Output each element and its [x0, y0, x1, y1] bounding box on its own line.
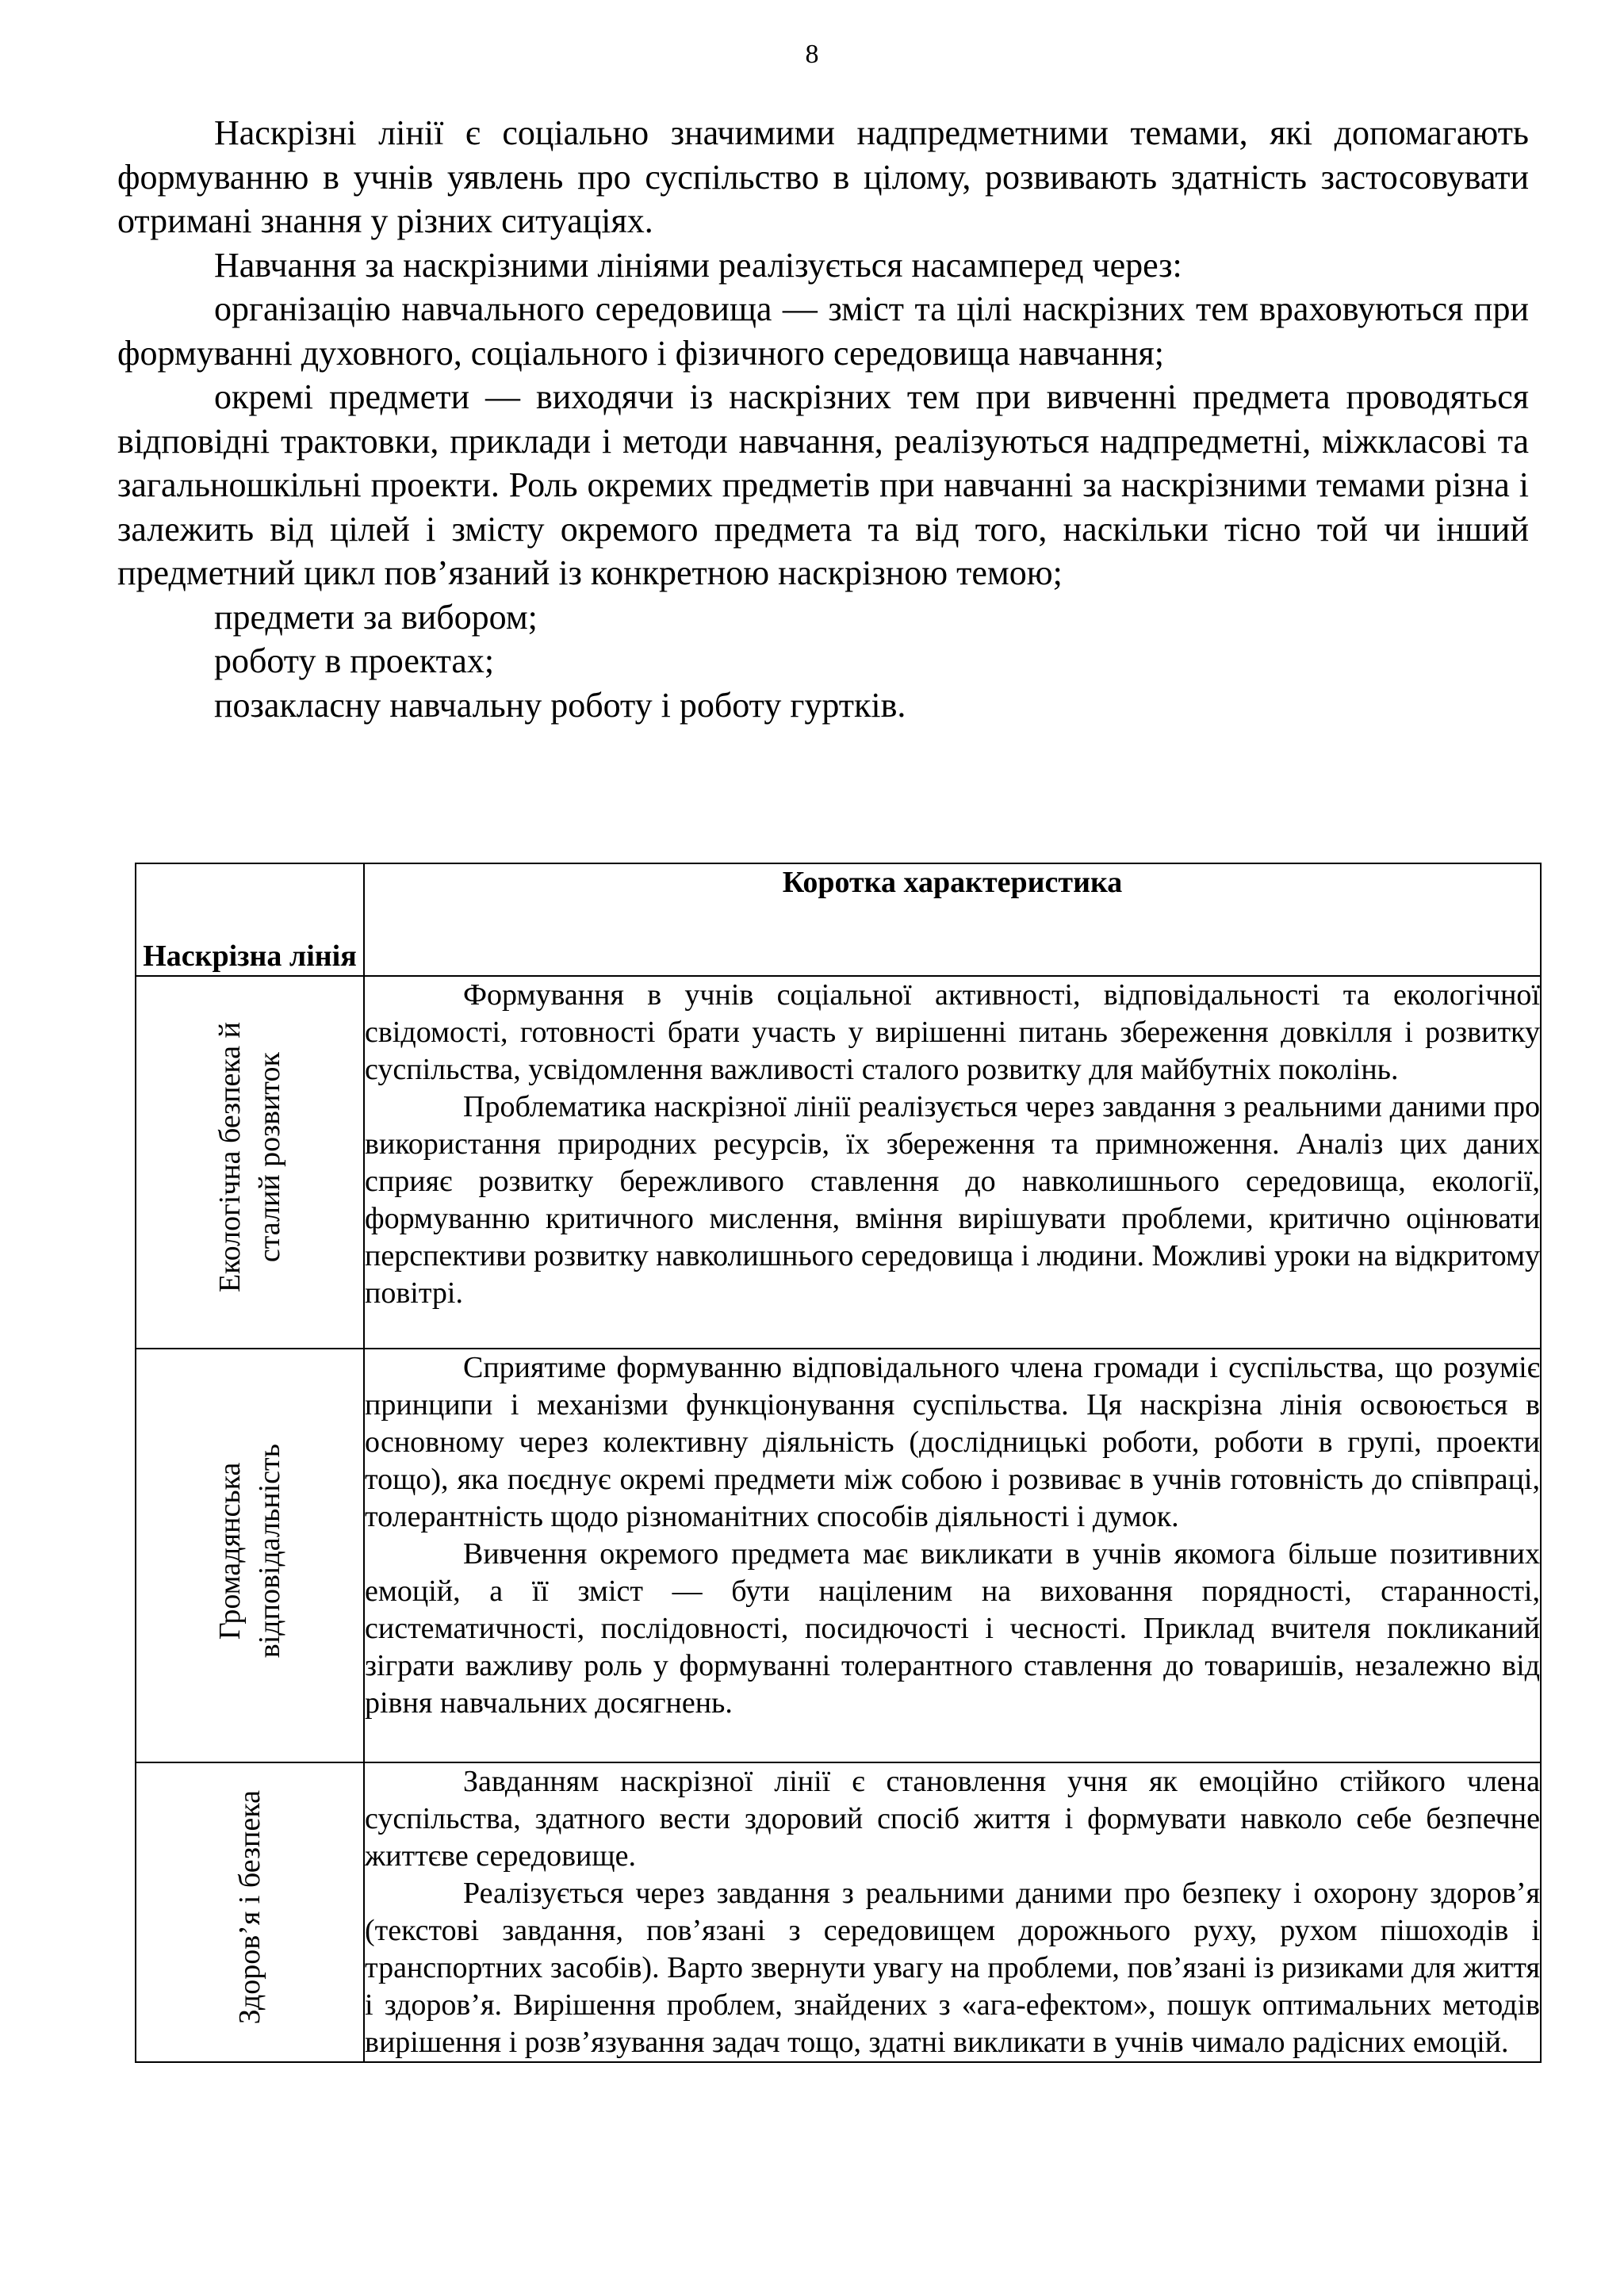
row-label-cell [136, 976, 364, 1349]
description-paragraph: Реалізується через завдання з реальними даними про безпеку і охорону здоров’я (текстові завдання, пов’язані з середовищем дорожнього руху, рухом пішоходів і транспортних засобів). Варто звернути увагу на проблеми, пов’язані із ризиками для життя і здоров’я. Вирішення проблем, знайдених з «ага-ефектом», пошук оптимальних методів вирішення і розв’язування задач тощо, здатні викликати в учнів чимало радісних емоцій. [365, 1877, 1540, 2059]
description-paragraph: Проблематика наскрізної лінії реалізується через завдання з реальними даними про використання природних ресурсів, їх збереження та примноження. Аналіз цих даних сприяє розвитку бережливого ставлення до навколишнього середовища, екології, формуванню критичного мислення, вміння вирішувати проблеми, критично оцінювати перспективи розвитку навколишнього середовища і людини. Можливі уроки на відкритому повітрі. [365, 1090, 1540, 1310]
body-text [117, 111, 1529, 727]
row-label-cell [136, 1349, 364, 1762]
list-item: предмети за вибором; [214, 597, 538, 637]
description-paragraph: Вивчення окремого предмета має викликати в учнів якомога більше позитивних емоцій, а її зміст — бути націленим на виховання порядності, старанності, систематичності, послідовності, посидючості і чесності. Приклад вчителя покликаний зіграти важливу роль у формуванні толерантного ставлення до товаришів, незалежно від рівня навчальних досягнень. [365, 1537, 1540, 1720]
paragraph: окремі предмети — виходячи із наскрізних тем при вивченні предмета проводяться відповідні трактовки, приклади і методи навчання, реалізуються надпредметні, міжкласові та загальношкільні проекти. Роль окремих предметів при навчанні за наскрізними темами різна і залежить від цілей і змісту окремого предмета та від того, наскільки тісно той чи інший предметний цикл пов’язаний із конкретною наскрізною темою; [117, 377, 1529, 592]
table-header-row [136, 863, 1541, 976]
paragraph: Навчання за наскрізними лініями реалізується насамперед через: [214, 245, 1182, 285]
list-item: роботу в проектах; [214, 641, 495, 680]
row-label-health: Здоров’я і безпека [233, 1790, 266, 2025]
paragraph: Наскрізні лінії є соціально значимими надпредметними темами, які допомагають формуванню в учнів уявлень про суспільство в цілому, розвивають здатність застосовувати отримані знання у різних ситуаціях. [117, 113, 1529, 240]
row-label-cell [136, 1762, 364, 2062]
list-item: позакласну навчальну роботу і роботу гуртків. [214, 685, 906, 725]
row-description-cell [364, 1349, 1541, 1762]
description-paragraph: Сприятиме формуванню відповідального члена громади і суспільства, що розуміє принципи і механізми функціонування суспільства. Ця наскрізна лінія освоюється в основному через колективну діяльність (дослідницькі роботи, роботи в групі, проекти тощо), яка поєднує окремі предмети між собою і розвиває в учнів готовність до співпраці, толерантність щодо різноманітних способів діяльності і думок. [365, 1351, 1540, 1533]
paragraph: організацію навчального середовища — зміст та цілі наскрізних тем враховуються при формуванні духовного, соціального і фізичного середовища навчання; [117, 289, 1529, 373]
table-row [136, 976, 1541, 1349]
header-cross-line: Наскрізна лінія [136, 863, 364, 976]
description-paragraph: Формування в учнів соціальної активності, відповідальності та екологічної свідомості, готовності брати участь у вирішенні питань збереження довкілля і розвитку суспільства, усвідомлення важливості сталого розвитку для майбутніх поколінь. [365, 978, 1540, 1086]
row-description-cell [364, 1762, 1541, 2062]
row-description-cell [364, 976, 1541, 1349]
row-label-ecology: Екологічна безпека й сталий розвиток [213, 1022, 286, 1293]
cross-lines-table [135, 863, 1542, 2063]
row-label-civic: Громадянська відповідальність [213, 1443, 286, 1659]
table-row [136, 1762, 1541, 2062]
page-number: 8 [805, 40, 819, 69]
description-paragraph: Завданням наскрізної лінії є становлення учня як емоційно стійкого члена суспільства, здатного вести здоровий спосіб життя і формувати навколо себе безпечне життєве середовище. [365, 1765, 1540, 1873]
header-characteristic: Коротка характеристика [364, 863, 1541, 976]
table-row [136, 1349, 1541, 1762]
